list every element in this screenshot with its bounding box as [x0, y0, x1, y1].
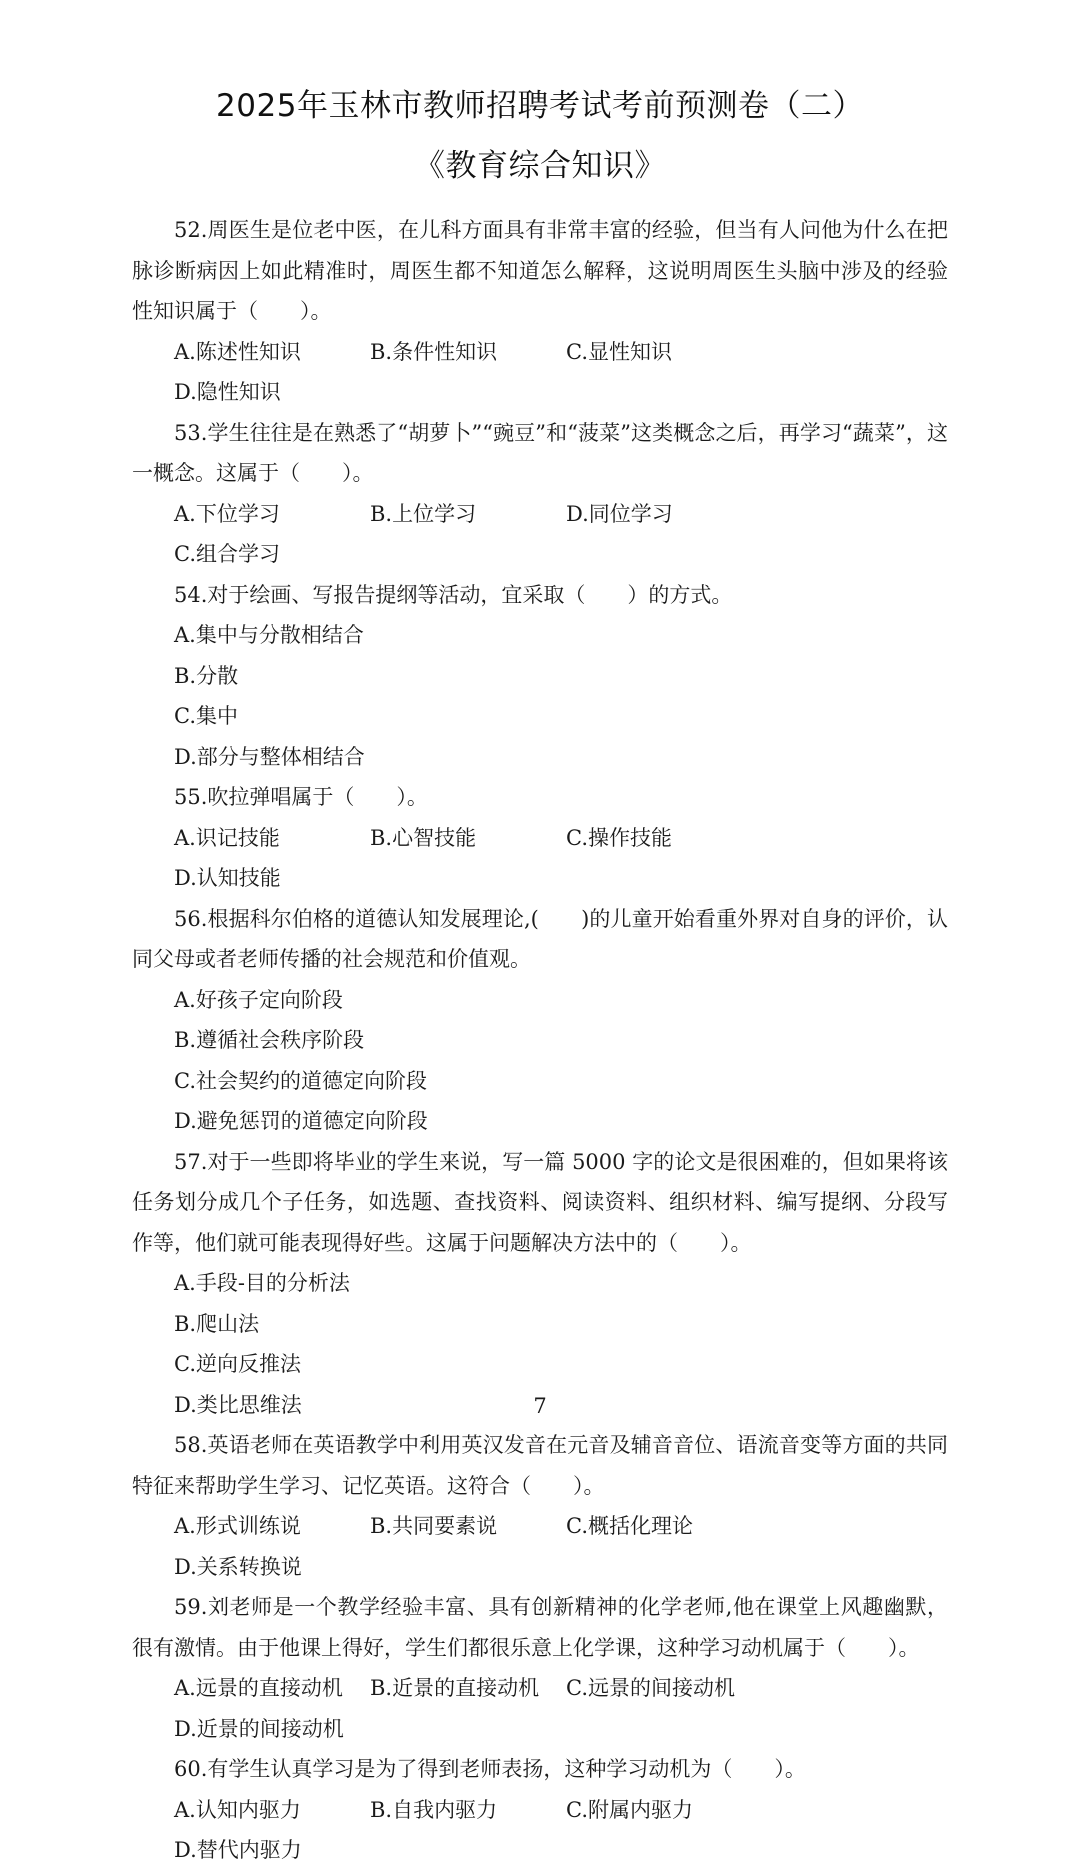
- option-b: B.遵循社会秩序阶段: [174, 1028, 365, 1052]
- option-c: C.操作技能: [566, 825, 672, 850]
- question-stem: 52.周医生是位老中医，在儿科方面具有非常丰富的经验，但当有人问他为什么在把脉诊断病因上如此精准时，周医生都不知道怎么解释，这说明周医生头脑中涉及的经验性知识属于（ ）。: [132, 218, 948, 323]
- page-subtitle: 《教育综合知识》: [414, 148, 666, 184]
- option-c: C.远景的间接动机: [566, 1676, 735, 1700]
- option-a: A.陈述性知识: [174, 339, 301, 364]
- question-53: [132, 413, 948, 575]
- option-c: C.集中: [174, 704, 238, 728]
- option-d: D.部分与整体相结合: [174, 744, 365, 769]
- question-stem: 58.英语老师在英语教学中利用英汉发音在元音及辅音音位、语流音变等方面的共同特征来帮助学生学习、记忆英语。这符合（ ）。: [132, 1433, 948, 1498]
- option-c: C.附属内驱力: [566, 1797, 693, 1822]
- option-a: A.认知内驱力: [174, 1797, 301, 1822]
- option-group: [174, 1668, 948, 1749]
- question-list: [132, 210, 948, 1871]
- option-b: B.共同要素说: [370, 1514, 498, 1538]
- question-56: [132, 899, 948, 1142]
- question-55: [132, 777, 948, 899]
- option-d: D.替代内驱力: [174, 1838, 302, 1862]
- question-stem: 59.刘老师是一个教学经验丰富、具有创新精神的化学老师,他在课堂上风趣幽默，很有激情。由于他课上得好，学生们都很乐意上化学课，这种学习动机属于（ ）。: [132, 1595, 948, 1660]
- option-group: [174, 818, 948, 899]
- option-a: A.手段-目的分析法: [174, 1271, 350, 1295]
- option-c: C.逆向反推法: [174, 1352, 301, 1376]
- question-stem: 56.根据科尔伯格的道德认知发展理论,( )的儿童开始看重外界对自身的评价，认同父母或者老师传播的社会规范和价值观。: [132, 906, 948, 971]
- option-d: D.隐性知识: [174, 380, 281, 404]
- question-stem: 54.对于绘画、写报告提纲等活动，宜采取（ ）的方式。: [174, 582, 733, 607]
- option-c: C.显性知识: [566, 339, 672, 364]
- option-group: [174, 332, 948, 413]
- page-number: 7: [533, 1394, 547, 1418]
- option-b: B.近景的直接动机: [370, 1676, 540, 1700]
- question-stem: 57.对于一些即将毕业的学生来说，写一篇 5000 字的论文是很困难的，但如果将该任务划分成几个子任务，如选题、查找资料、阅读资料、组织材料、编写提纲、分段写作等，他们就可能表现得好些。这属于问题解决方法中的（ ）。: [132, 1149, 948, 1255]
- question-59: [132, 1587, 948, 1749]
- question-52: [132, 210, 948, 413]
- option-a: A.集中与分散相结合: [174, 623, 364, 647]
- option-c: C.组合学习: [174, 542, 280, 566]
- option-a: A.好孩子定向阶段: [174, 987, 343, 1012]
- question-stem: 53.学生往往是在熟悉了“胡萝卜”“豌豆”和“菠菜”这类概念之后，再学习“蔬菜”，这一概念。这属于（ ）。: [132, 420, 948, 485]
- question-60: [132, 1749, 948, 1871]
- option-d: D.避免惩罚的道德定向阶段: [174, 1109, 428, 1133]
- option-a: A.形式训练说: [174, 1514, 301, 1538]
- option-group: [174, 615, 948, 777]
- option-d: D.关系转换说: [174, 1554, 302, 1579]
- option-d: D.同位学习: [566, 501, 673, 526]
- option-group: [174, 494, 948, 575]
- question-stem: 55.吹拉弹唱属于（ ）。: [174, 785, 428, 809]
- option-group: [174, 1506, 948, 1587]
- question-57: [132, 1142, 948, 1426]
- option-d: D.类比思维法: [174, 1392, 302, 1417]
- option-b: B.分散: [174, 663, 239, 688]
- question-58: [132, 1425, 948, 1587]
- page-title: 2025年玉林市教师招聘考试考前预测卷（二）: [216, 88, 864, 124]
- option-d: D.近景的间接动机: [174, 1716, 344, 1741]
- option-group: [174, 980, 948, 1142]
- option-b: B.条件性知识: [370, 339, 498, 364]
- option-a: A.识记技能: [174, 825, 280, 850]
- option-b: B.自我内驱力: [370, 1797, 498, 1822]
- option-c: C.社会契约的道德定向阶段: [174, 1068, 427, 1093]
- option-group: [174, 1790, 948, 1871]
- option-a: A.下位学习: [174, 501, 280, 526]
- option-c: C.概括化理论: [566, 1514, 693, 1538]
- option-b: B.心智技能: [370, 825, 477, 850]
- question-stem: 60.有学生认真学习是为了得到老师表扬，这种学习动机为（ ）。: [174, 1757, 806, 1781]
- option-a: A.远景的直接动机: [174, 1676, 343, 1700]
- option-b: B.上位学习: [370, 501, 477, 526]
- option-d: D.认知技能: [174, 866, 281, 890]
- question-54: [132, 575, 948, 778]
- option-b: B.爬山法: [174, 1311, 260, 1336]
